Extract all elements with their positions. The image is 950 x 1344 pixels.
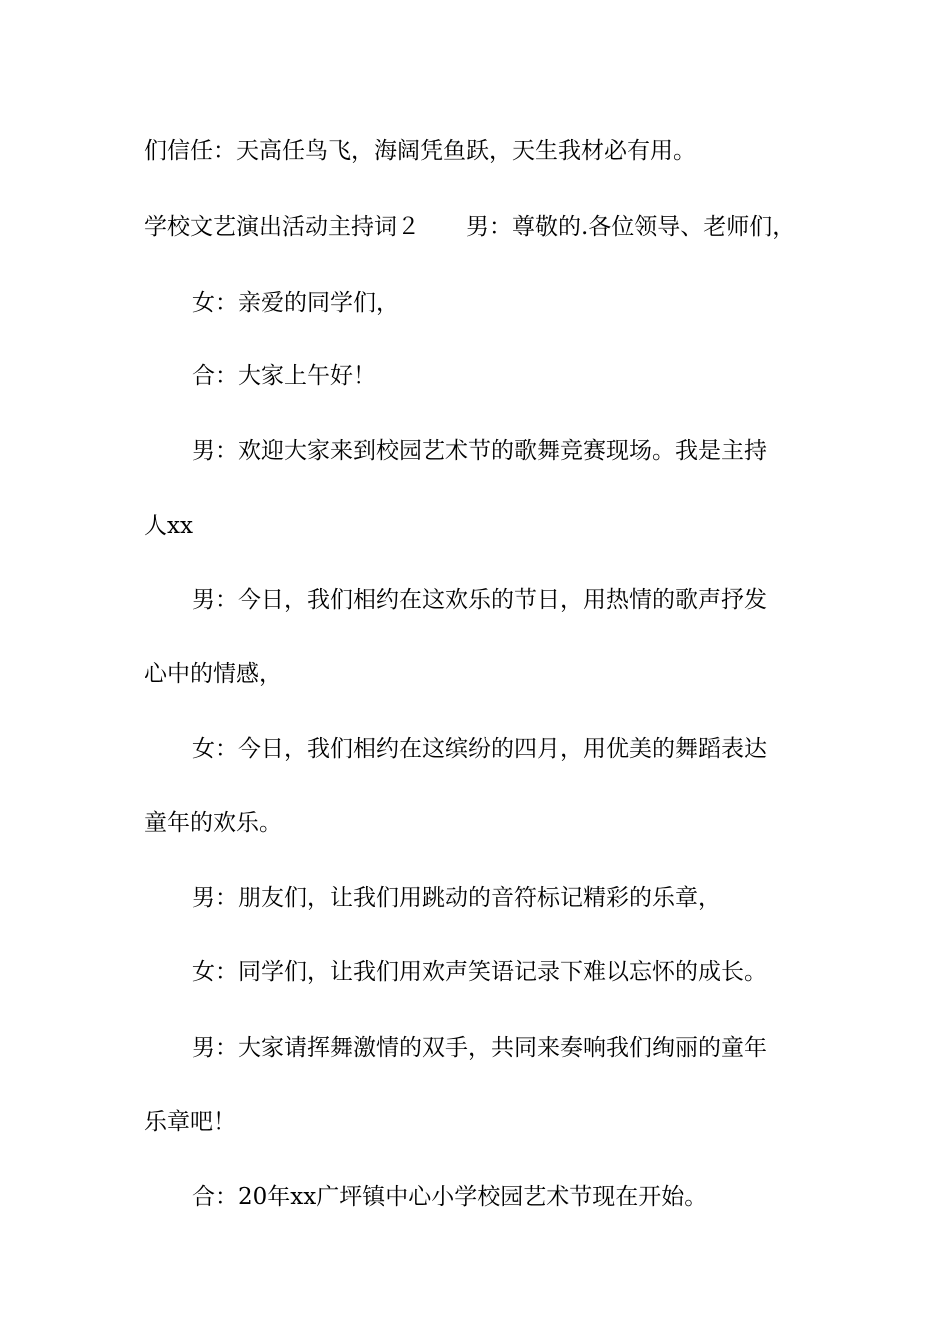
text-line-12: 女：同学们，让我们用欢声笑语记录下难以忘怀的成长。 xyxy=(192,959,767,985)
text-line-6: 人xx xyxy=(144,513,193,539)
text-line-1: 们信任：天高任鸟飞，海阔凭鱼跃，天生我材必有用。 xyxy=(144,138,696,164)
text-line-14: 乐章吧！ xyxy=(144,1109,236,1135)
text-line-2 xyxy=(144,212,814,242)
text-line-5: 男：欢迎大家来到校园艺术节的歌舞竞赛现场。我是主持 xyxy=(192,438,767,464)
text-line-7: 男：今日，我们相约在这欢乐的节日，用热情的歌声抒发 xyxy=(192,587,767,613)
text-line-13: 男：大家请挥舞激情的双手，共同来奏响我们绚丽的童年 xyxy=(192,1035,767,1061)
text-line-11: 男：朋友们，让我们用跳动的音符标记精彩的乐章， xyxy=(192,885,721,911)
text-line-3: 女：亲爱的同学们， xyxy=(192,290,399,316)
section-heading: 学校文艺演出活动主持词２ xyxy=(144,214,420,240)
text-line-10: 童年的欢乐。 xyxy=(144,810,282,836)
text-line-4: 合：大家上午好！ xyxy=(192,363,376,389)
heading-speech: 男：尊敬的.各位领导、老师们， xyxy=(466,214,796,240)
text-line-8: 心中的情感， xyxy=(144,661,282,687)
text-line-9: 女：今日，我们相约在这缤纷的四月，用优美的舞蹈表达 xyxy=(192,736,767,762)
text-line-15: 合：20年xx广坪镇中心小学校园艺术节现在开始。 xyxy=(192,1184,708,1210)
